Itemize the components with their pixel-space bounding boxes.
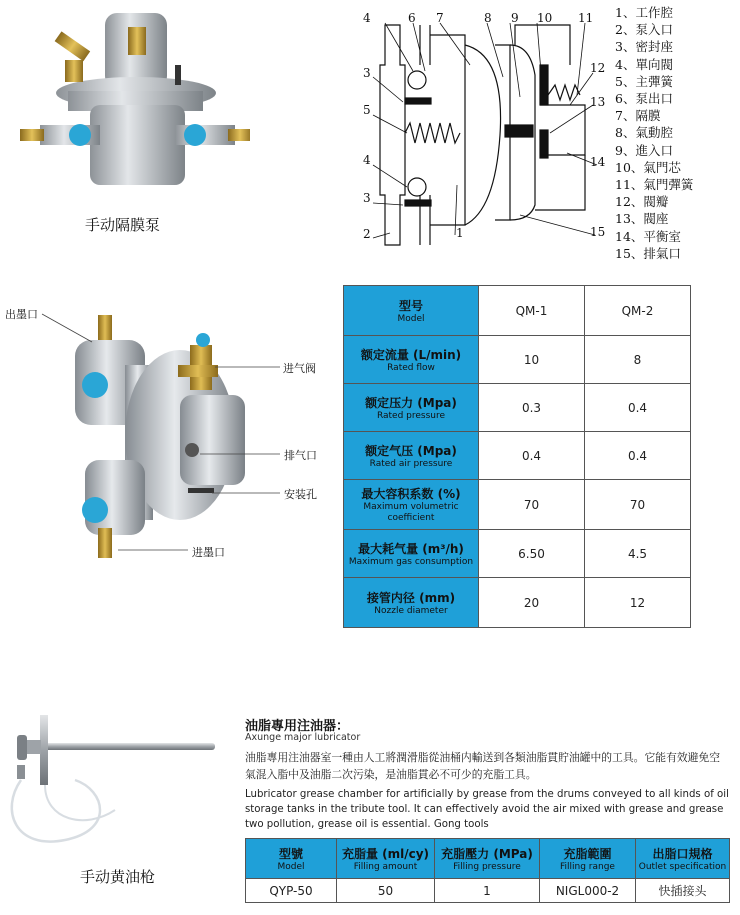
- spec-label-en: Nozzle diameter: [374, 605, 448, 616]
- diagram-number-9: 9: [511, 11, 519, 25]
- legend-item: 5、主彈簧: [615, 73, 673, 89]
- spec-label-zh: 额定流量 (L/min): [360, 347, 462, 362]
- spec-row: [344, 384, 691, 432]
- lube-value: QYP-50: [246, 879, 337, 903]
- diagram-number-2: 2: [363, 227, 371, 241]
- lube-value: NIGL000-2: [540, 879, 636, 903]
- diagram-number-8: 8: [484, 11, 492, 25]
- spec-row: [344, 530, 691, 578]
- legend-item: 7、隔膜: [615, 108, 661, 124]
- legend-item: 2、泵入口: [615, 22, 673, 38]
- callout-ink-out: 出墨口: [5, 308, 38, 321]
- spec-value: 12: [585, 578, 691, 628]
- lube-header-en: Filling amount: [353, 861, 418, 872]
- spec-value: 0.3: [479, 384, 585, 432]
- legend-item: 12、閥瓣: [615, 194, 669, 210]
- lube-header-zh: 充脂量 (ml/cy): [341, 846, 430, 861]
- spec-row: [344, 578, 691, 628]
- legend-item: 11、氣門彈簧: [615, 177, 694, 193]
- spec-row: [344, 336, 691, 384]
- diaphragm-pump-photo: [10, 5, 250, 215]
- header-model-zh: 型号: [398, 298, 423, 313]
- lubricator-data-row: [246, 879, 730, 903]
- lubricator-spec-table: [245, 838, 730, 903]
- header-qm2: QM-2: [585, 286, 691, 336]
- spec-label-zh: 额定气压 (Mpa): [365, 443, 457, 458]
- spec-value: 8: [585, 336, 691, 384]
- spec-label-zh: 最大耗气量 (m³/h): [358, 541, 464, 556]
- spec-value: 0.4: [479, 432, 585, 480]
- diagram-number-3a: 3: [363, 66, 371, 80]
- legend-item: 9、進入口: [615, 142, 673, 158]
- spec-label-en: Rated pressure: [376, 410, 446, 421]
- diagram-number-4a: 4: [363, 11, 371, 25]
- legend-item: 6、泵出口: [615, 91, 673, 107]
- spec-value: 20: [479, 578, 585, 628]
- diagram-number-10: 10: [537, 11, 553, 25]
- diagram-number-14: 14: [590, 155, 606, 169]
- legend-item: 1、工作腔: [615, 5, 673, 20]
- header-model-en: Model: [397, 313, 425, 324]
- spec-value: 6.50: [479, 530, 585, 578]
- spec-value: 70: [585, 480, 691, 530]
- lubricator-title: 油脂專用注油器：: [245, 719, 350, 734]
- lubricator-desc-en: Lubricator grease chamber for artificially by grease from the drums conveyed to all kinds of oil storage tanks in the tribute tool. It can effectively avoid the air mixed with grease and grease two pollution, grease oil is essential. Gong tools: [245, 789, 729, 830]
- lube-value: 1: [435, 879, 540, 903]
- spec-label-en: Maximum volumetric coefficient: [363, 502, 459, 523]
- legend-item: 4、單向閥: [615, 56, 673, 72]
- lube-value: 50: [337, 879, 435, 903]
- spec-row: [344, 432, 691, 480]
- callout-exhaust: 排气口: [284, 449, 317, 462]
- pump-cross-section-diagram: [345, 5, 610, 250]
- spec-label-en: Maximum gas consumption: [348, 556, 474, 567]
- diagram-number-15: 15: [590, 225, 606, 239]
- lubricator-header-row: [246, 839, 730, 879]
- spec-label-en: Rated flow: [387, 362, 435, 373]
- grease-gun-caption: 手动黄油枪: [80, 868, 156, 886]
- spec-value: 0.4: [585, 432, 691, 480]
- diagram-number-4b: 4: [363, 153, 371, 167]
- spec-value: 70: [479, 480, 585, 530]
- lube-value: 快插接头: [636, 879, 730, 903]
- legend-item: 15、排氣口: [615, 245, 681, 261]
- lubricator-subtitle: Axunge major lubricator: [245, 732, 361, 743]
- spec-header-row: [344, 286, 691, 336]
- lube-header-zh: 型號: [278, 846, 303, 861]
- callout-mount-hole: 安装孔: [284, 488, 317, 501]
- spec-value: 4.5: [585, 530, 691, 578]
- pump-spec-table: [343, 285, 691, 628]
- spec-label-zh: 额定压力 (Mpa): [365, 395, 457, 410]
- grease-gun-photo: [5, 710, 220, 860]
- diagram-number-13: 13: [590, 95, 606, 109]
- lube-header-zh: 出脂口規格: [652, 846, 713, 861]
- legend-item: 10、氣門芯: [615, 159, 681, 175]
- lube-header-en: Filling pressure: [453, 861, 521, 872]
- diagram-number-3b: 3: [363, 191, 371, 205]
- legend-item: 8、氣動腔: [615, 125, 673, 141]
- legend-item: 13、閥座: [615, 211, 669, 227]
- lube-header-en: Model: [277, 861, 305, 872]
- legend-item: 14、平衡室: [615, 228, 681, 244]
- spec-row: [344, 480, 691, 530]
- spec-value: 0.4: [585, 384, 691, 432]
- spec-label-zh: 最大容积系数 (%): [361, 487, 461, 501]
- diagram-number-7: 7: [436, 11, 444, 25]
- diagram-number-12: 12: [590, 61, 606, 75]
- legend-item: 3、密封座: [615, 39, 673, 55]
- header-qm1: QM-1: [479, 286, 585, 336]
- spec-label-en: Rated air pressure: [369, 458, 453, 469]
- callout-ink-in: 进墨口: [192, 546, 225, 559]
- diagram-number-5: 5: [363, 103, 371, 117]
- lube-header-zh: 充脂範圍: [563, 846, 612, 861]
- callout-leader-lines: [0, 300, 330, 570]
- lube-header-en: Filling range: [560, 861, 615, 872]
- diagram-number-1: 1: [456, 226, 464, 240]
- diagram-number-11: 11: [578, 11, 594, 25]
- diagram-legend: [615, 4, 693, 262]
- pump-caption: 手动隔膜泵: [85, 216, 161, 234]
- callout-air-valve: 进气阀: [283, 362, 316, 375]
- lubricator-desc-zh: 油脂專用注油器室一種由人工將潤滑脂從油桶内輸送到各類油脂貫貯油罐中的工具。它能有效避免空氣混入脂中及油脂二次污染，是油脂貫必不可少的充脂工具。: [245, 751, 721, 781]
- lube-header-en: Outlet specification: [638, 861, 727, 872]
- diagram-number-6: 6: [408, 11, 416, 25]
- spec-label-zh: 接管内径 (mm): [366, 590, 456, 605]
- lube-header-zh: 充脂壓力 (MPa): [441, 846, 533, 861]
- spec-value: 10: [479, 336, 585, 384]
